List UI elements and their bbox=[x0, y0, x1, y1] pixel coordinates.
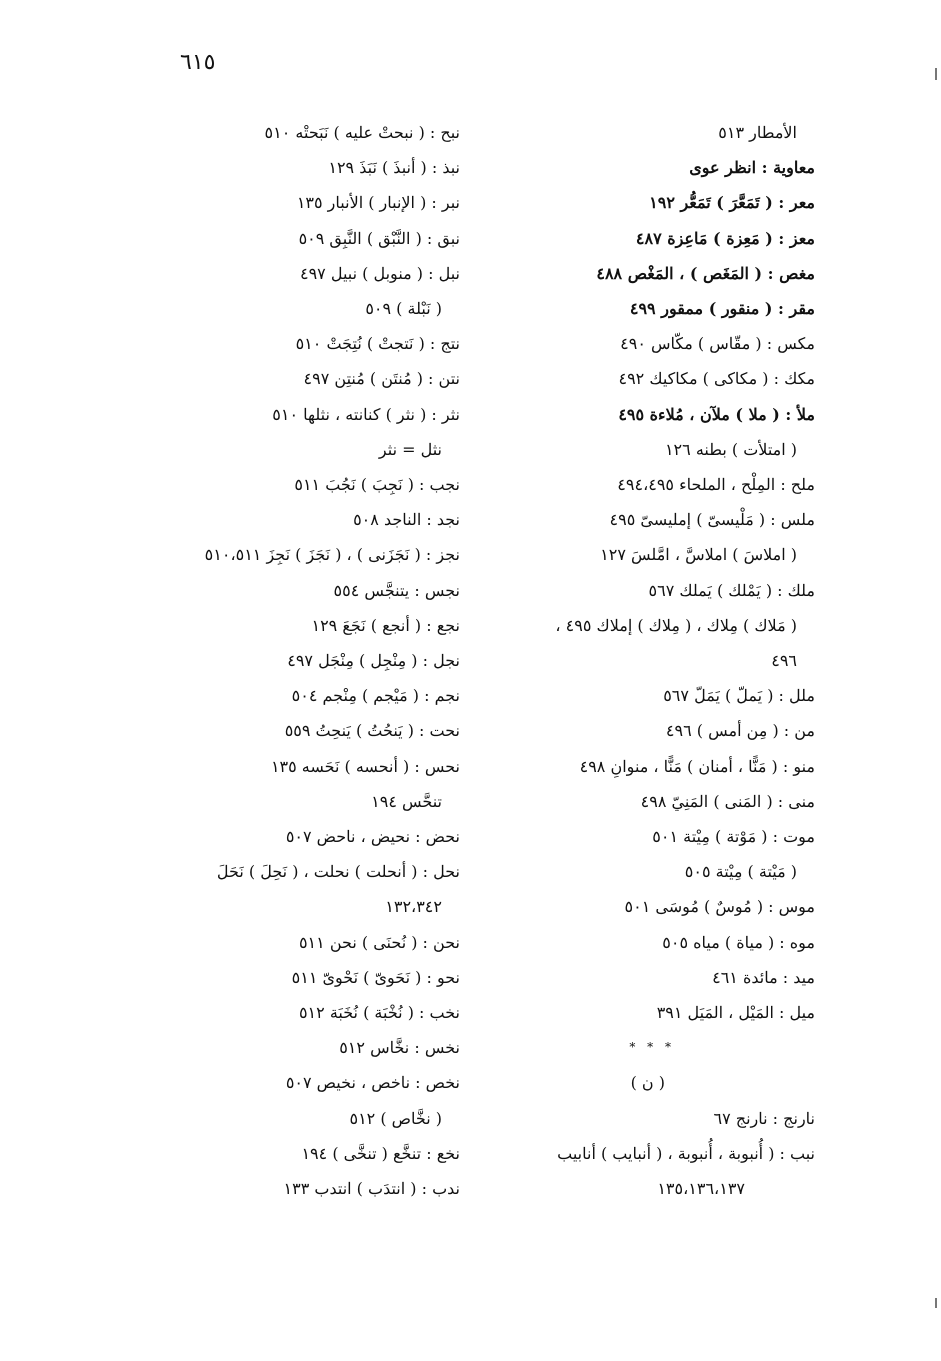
index-entry: نبل : ( منوبل ) نبيل ٤٩٧ bbox=[299, 263, 460, 283]
index-entry: نجز : ( نَجَزَنى ) ، ( نَجَزَ ) نَجِزَ ٥١٠،٥١١ bbox=[204, 545, 460, 565]
index-entry: ١٣٢،٣٤٢ bbox=[385, 897, 442, 917]
index-entry: نثر : ( نثر ) كنانته ، نثلها ٥١٠ bbox=[272, 404, 460, 424]
index-entry: من : ( مِن أمس ) ٤٩٦ bbox=[665, 721, 815, 741]
index-entry: نحض : نحيض ، ناحض ٥٠٧ bbox=[285, 827, 460, 847]
index-entry: نبذ : ( أنبذَ ) نَبَذَ ١٢٩ bbox=[328, 158, 460, 178]
edge-mark-bottom bbox=[935, 1298, 937, 1308]
index-entry: ١٣٥،١٣٦،١٣٧ bbox=[657, 1179, 745, 1199]
index-entry: ميل : المَيْل ، المَيَل ٣٩١ bbox=[656, 1003, 815, 1023]
index-entry: نجس : يتنجَّس ٥٥٤ bbox=[333, 580, 460, 600]
index-entry: * * * bbox=[629, 1040, 675, 1055]
index-entry: نحو : ( نَحَوىّ ) نَحْوىّ ٥١١ bbox=[291, 967, 460, 987]
index-entry: منى : ( المَنى ) المَنِيّ ٤٩٨ bbox=[640, 791, 815, 811]
index-entry: نخص : ناخص ، نخيص ٥٠٧ bbox=[285, 1073, 460, 1093]
index-column-right bbox=[485, 115, 815, 1206]
index-entry: ملأ : ( ملا ) ملآن ، مُلاءة ٤٩٥ bbox=[618, 404, 815, 424]
index-entry: موس : ( مُوسٌ ) مُوسَى ٥٠١ bbox=[624, 897, 815, 917]
index-entry: نخع : تنخَّع ( تنخَّى ) ١٩٤ bbox=[301, 1143, 460, 1163]
index-entry: ملس : ( مَلْيسىّ ) إمليسىّ ٤٩٥ bbox=[609, 510, 815, 530]
index-entry: ( نَبْلة ) ٥٠٩ bbox=[365, 299, 442, 319]
index-entry: تنحَّس ١٩٤ bbox=[371, 791, 442, 811]
index-entry: نحت : ( يَنحُتُ ) يَنحِتُ ٥٥٩ bbox=[284, 721, 460, 741]
index-entry: مكك : ( مكاكى ) مكاكيك ٤٩٢ bbox=[618, 369, 815, 389]
index-entry: نثل = نثر bbox=[378, 439, 442, 459]
index-entry: ميد : مائدة ٤٦١ bbox=[712, 967, 815, 987]
index-entry: مكس : ( مقّاس ) مكّاس ٤٩٠ bbox=[620, 334, 815, 354]
index-entry: معر : ( تَمَعَّرَ ) تَمَعُّر ١٩٢ bbox=[649, 193, 815, 213]
index-entry: نجل : ( مِنْجِل ) مِنْجَل ٤٩٧ bbox=[287, 651, 460, 671]
index-entry: نخب : ( نُخْبَة ) نُخَبَة ٥١٢ bbox=[298, 1003, 460, 1023]
index-entry: ( مَلاك ) مِلاك ، ( مِلاك ) إملاك ٤٩٥ ، bbox=[555, 615, 797, 635]
index-entry: نتن : ( مُنتَن ) مُنتِن ٤٩٧ bbox=[303, 369, 460, 389]
index-column-left bbox=[140, 115, 460, 1206]
index-entry: ( مَيْتة ) مِيْتة ٥٠٥ bbox=[684, 862, 797, 882]
index-entry: ٤٩٦ bbox=[771, 651, 797, 671]
index-entry: ملك : ( يَمْلك ) يَملك ٥٦٧ bbox=[648, 580, 815, 600]
index-entry: ندب : ( انتدَب ) انتدب ١٣٣ bbox=[283, 1179, 460, 1199]
index-entry: نبق : ( النَّبْق ) النَّبِق ٥٠٩ bbox=[298, 228, 460, 248]
index-entry: نحس : ( أنحسه ) نَحَسه ١٣٥ bbox=[270, 756, 460, 776]
page-number: ٦١٥ bbox=[180, 50, 216, 75]
index-entry: معاوية : انظر عوى bbox=[689, 158, 815, 178]
index-entry: منو : ( مَنًّا ، أمنان ) مَنًّا ، منوانِ ٤٩٨ bbox=[579, 756, 815, 776]
index-entry: نخس : نخَّاس ٥١٢ bbox=[339, 1038, 460, 1058]
index-entry: نبح : ( نبحتْ عليه ) نَبَحتْه ٥١٠ bbox=[264, 123, 460, 142]
index-entry: موت : ( مَوْتة ) مِيْتة ٥٠١ bbox=[652, 827, 815, 847]
index-entry: ( نخَّاص ) ٥١٢ bbox=[349, 1108, 442, 1128]
index-entry: موه : ( مياة ) مياه ٥٠٥ bbox=[662, 932, 815, 952]
index-entry: نحل : ( أنحلت ) نحلت ، ( نَحِلَ ) نَحَلَ bbox=[216, 862, 460, 882]
index-entry: معز : ( مَعِزة ) مَاعِزة ٤٨٧ bbox=[635, 228, 815, 248]
edge-mark-top bbox=[935, 68, 937, 80]
index-entry: الأمطار ٥١٣ bbox=[718, 123, 797, 142]
index-entry: ملح : المِلْح ، الملحاء ٤٩٤،٤٩٥ bbox=[617, 475, 815, 495]
index-entry: ( املاسَ ) املاسَّ ، امَّلسَ ١٢٧ bbox=[600, 545, 797, 565]
index-entry: نبب : ( أُنبوبة ، أُنبوبة ، ( أنبايب ) أنابيب bbox=[557, 1143, 815, 1163]
index-entry: نبر : ( الإنبار ) الأنبار ١٣٥ bbox=[296, 193, 460, 213]
index-entry: ( ن ) bbox=[630, 1073, 665, 1093]
index-entry: مقر : ( منقور ) ممقور ٤٩٩ bbox=[629, 299, 815, 319]
index-entry: نجم : ( مَيْجم ) مِنْجم ٥٠٤ bbox=[291, 686, 460, 706]
index-entry: نتج : ( نَتجتْ ) نُتِجَتْ ٥١٠ bbox=[295, 334, 460, 354]
index-entry: ( امتلأت ) بطنه ١٢٦ bbox=[664, 439, 797, 459]
index-entry: نارنج : نارنج ٦٧ bbox=[713, 1108, 815, 1128]
index-entry: نجد : الناجد ٥٠٨ bbox=[353, 510, 460, 530]
index-entry: نجب : ( نَجِبَ ) نَجُبَ ٥١١ bbox=[294, 475, 460, 495]
index-entry: نحن : ( نُحنَى ) نحن ٥١١ bbox=[298, 932, 460, 952]
index-entry: ملل : ( يَملّ ) يَمَلّ ٥٦٧ bbox=[663, 686, 815, 706]
index-entry: نجع : ( أنجع ) نَجَعَ ١٢٩ bbox=[311, 615, 460, 635]
index-entry: مغص : ( المَغَص ) ، المَغْص ٤٨٨ bbox=[596, 263, 815, 283]
